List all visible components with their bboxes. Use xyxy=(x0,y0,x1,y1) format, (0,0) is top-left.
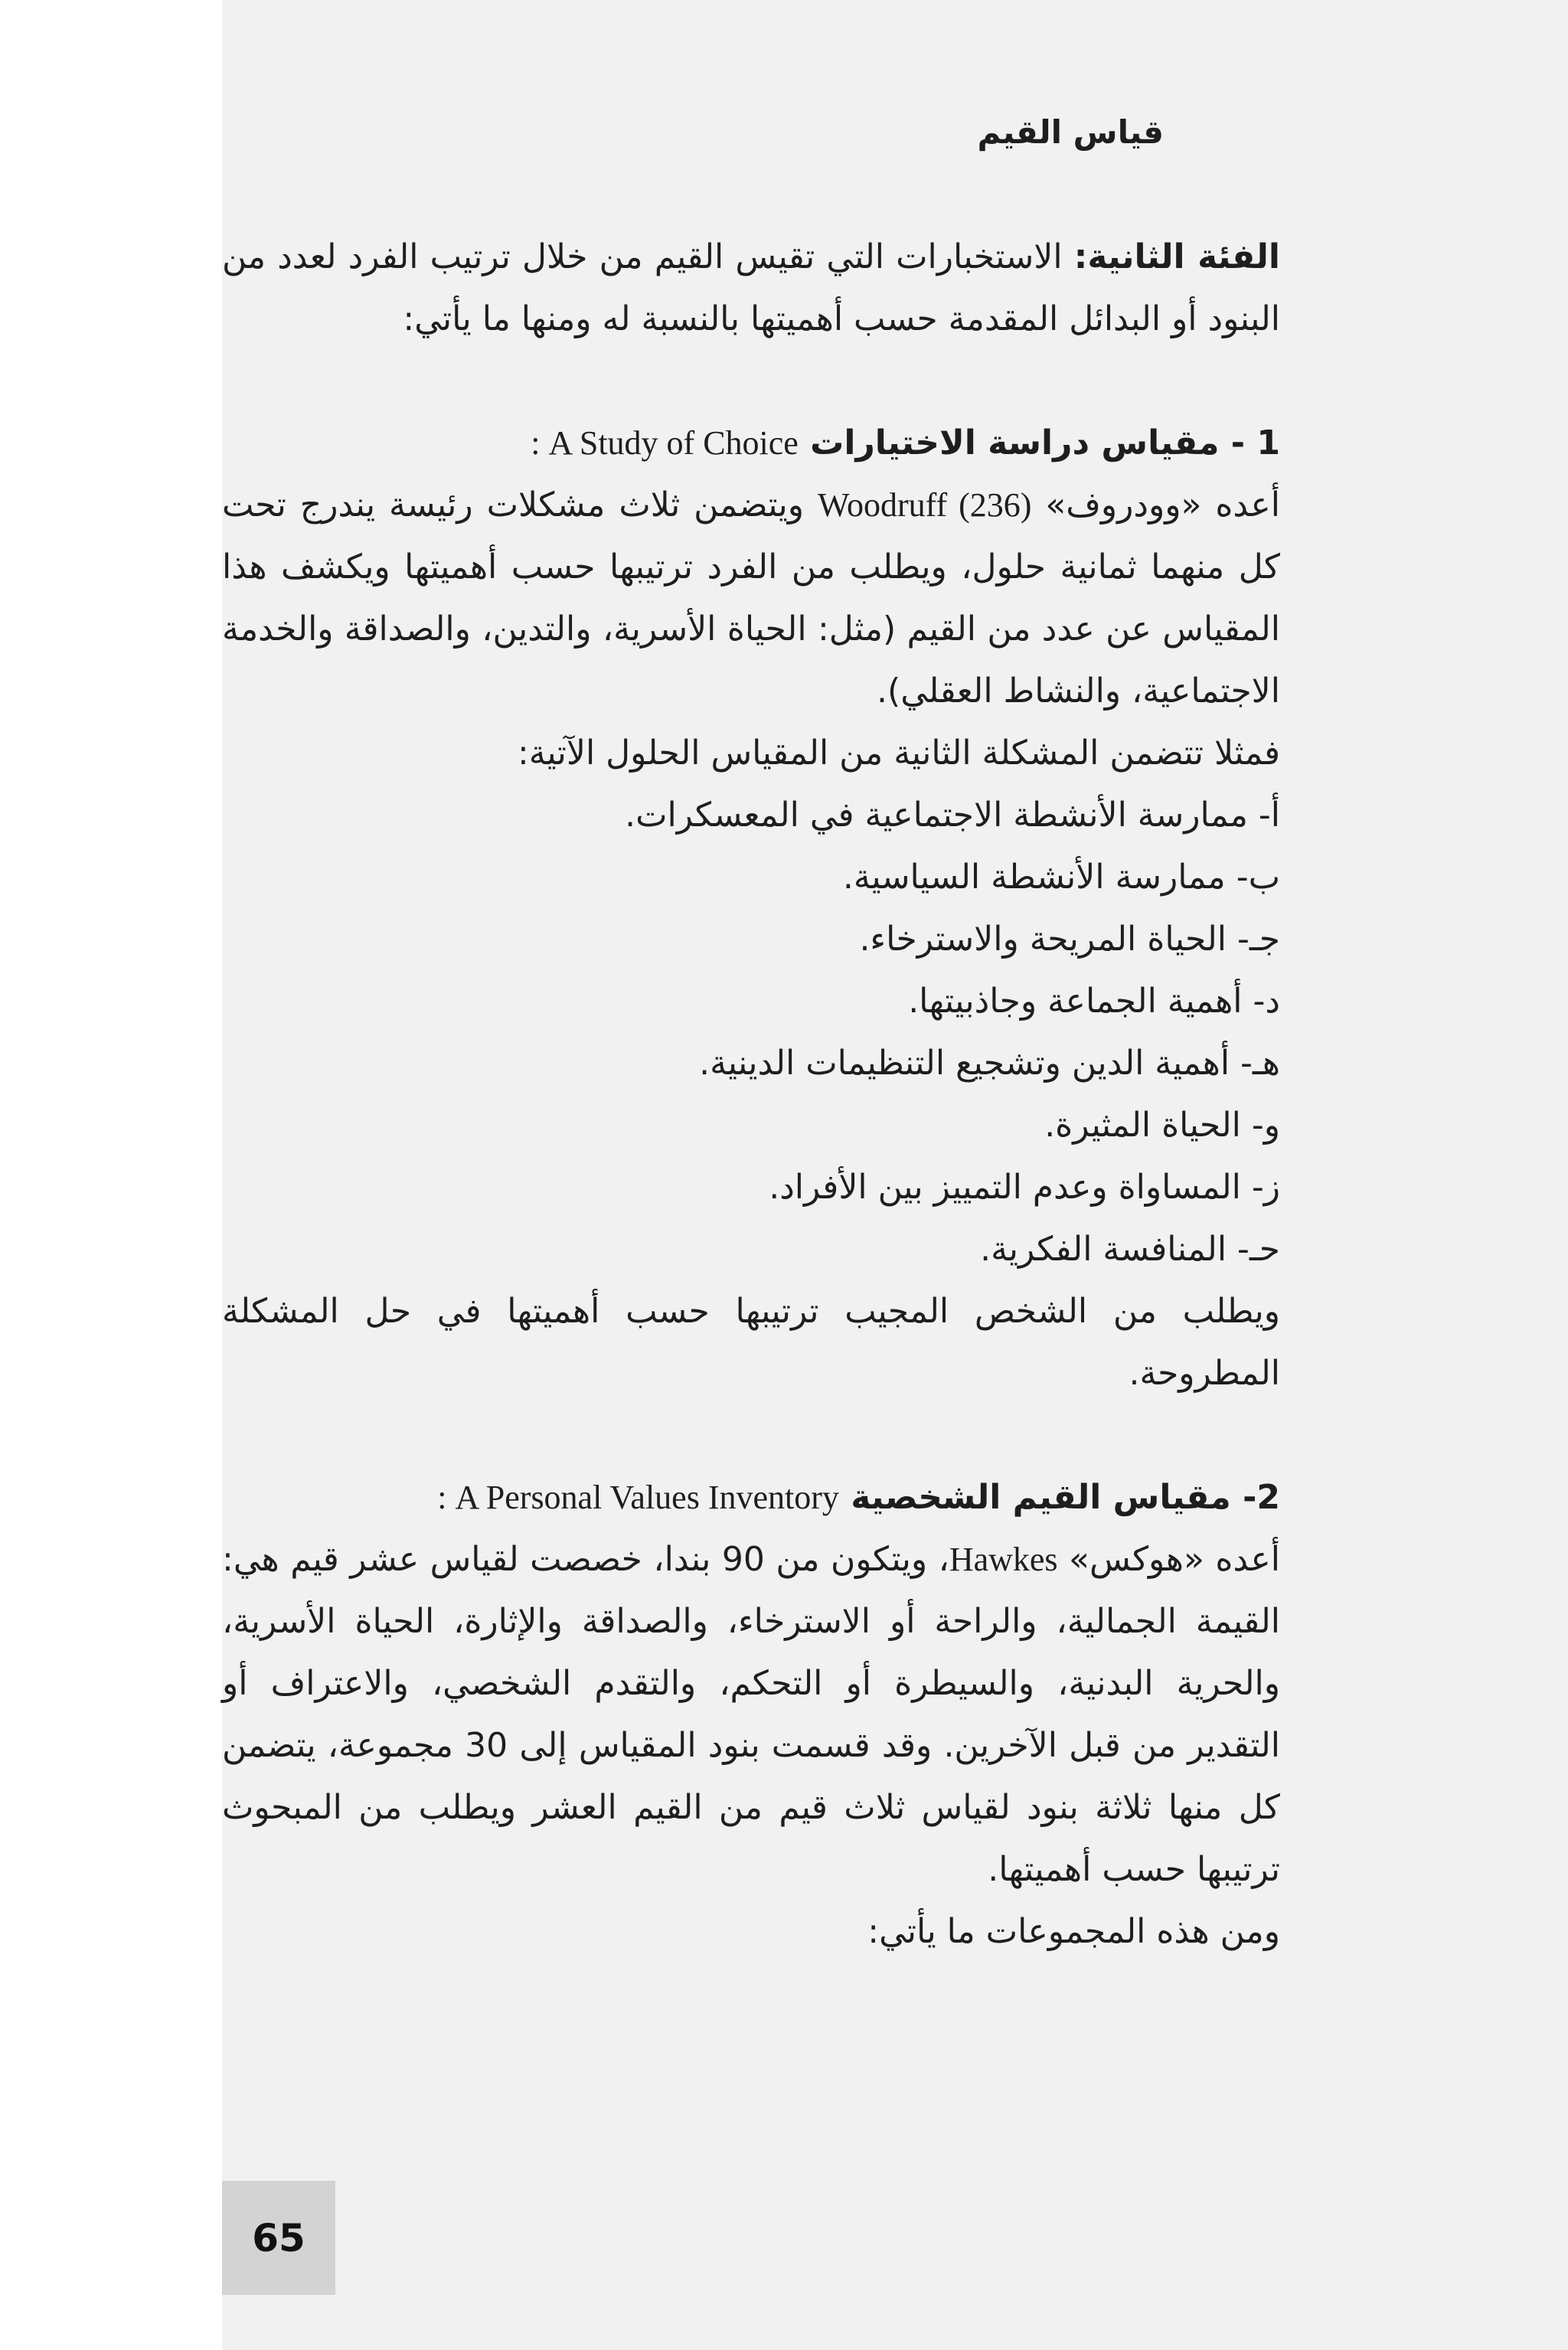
section1-para-latin: Woodruff (236) xyxy=(818,486,1032,524)
intro-paragraph xyxy=(222,226,1341,350)
list-item: ب- ممارسة الأنشطة السياسية. xyxy=(842,858,1280,897)
list-item: ز- المساواة وعدم التمييز بين الأفراد. xyxy=(769,1168,1280,1207)
page-number: 65 xyxy=(252,2215,305,2260)
intro-text: الاستخبارات التي تقيس القيم من خلال ترتيب الفرد لعدد من البنود أو البدائل المقدمة حسب أهميتها بالنسبة له ومنها ما يأتي: xyxy=(222,237,1280,338)
list-item: أ- ممارسة الأنشطة الاجتماعية في المعسكرات. xyxy=(625,796,1280,835)
section1-para-pre: أعده «وودروف» xyxy=(1031,485,1280,525)
section1-heading-colon: : xyxy=(531,424,549,462)
list-item: هـ- أهمية الدين وتشجيع التنظيمات الدينية. xyxy=(699,1044,1280,1083)
section1-example-intro: فمثلا تتضمن المشكلة الثانية من المقياس الحلول الآتية: xyxy=(517,734,1280,773)
spacer xyxy=(222,1404,1341,1466)
intro-lead: الفئة الثانية: xyxy=(1073,237,1280,276)
section2-heading xyxy=(222,1466,1341,1528)
section1-heading-en: A Study of Choice xyxy=(548,424,799,462)
section1-solutions-list xyxy=(222,784,1341,1280)
list-item: و- الحياة المثيرة. xyxy=(1044,1106,1280,1145)
section2-para-post: ، ويتكون من 90 بندا، خصصت لقياس عشر قيم هي: القيمة الجمالية، والراحة أو الاسترخاء، والصداقة والإثارة، الحياة الأسرية، والحرية البدنية، والسيطرة أو التحكم، والتقدم الشخصي، والاعتراف أو التقدير من قبل الآخرين. وقد قسمت بنود المقياس إلى 30 مجموعة، يتضمن كل منها ثلاثة بنود لقياس ثلاث قيم من القيم العشر ويطلب من المبحوث ترتيبها حسب أهميتها. xyxy=(222,1540,1280,1889)
page-body xyxy=(222,226,1341,1963)
section1-closing: ويطلب من الشخص المجيب ترتيبها حسب أهميتها في حل المشكلة المطروحة. xyxy=(222,1292,1280,1393)
section2-heading-ar: 2- مقياس القيم الشخصية xyxy=(851,1478,1280,1517)
section2-para-latin: Hawkes xyxy=(949,1541,1058,1578)
section1-paragraph xyxy=(222,474,1341,722)
section2-heading-colon: : xyxy=(437,1479,456,1516)
section2-heading-en: A Personal Values Inventory xyxy=(455,1479,839,1516)
page-margin xyxy=(0,0,222,2350)
page-number-box xyxy=(222,2181,335,2295)
list-item: حـ- المنافسة الفكرية. xyxy=(980,1230,1280,1269)
section2-example-intro: ومن هذه المجموعات ما يأتي: xyxy=(867,1912,1280,1951)
list-item: د- أهمية الجماعة وجاذبيتها. xyxy=(908,982,1280,1021)
running-header: قياس القيم xyxy=(977,113,1164,151)
section1-heading-ar: 1 - مقياس دراسة الاختيارات xyxy=(810,423,1280,462)
spacer xyxy=(222,350,1341,412)
section2-paragraph xyxy=(222,1528,1341,1901)
section1-heading xyxy=(222,412,1341,474)
section1-para-post: ويتضمن ثلاث مشكلات رئيسة يندرج تحت كل منهما ثمانية حلول، ويطلب من الفرد ترتيبها حسب أهميتها ويكشف هذا المقياس عن عدد من القيم (مثل: الحياة الأسرية، والتدين، والصداقة والخدمة الاجتماعية، والنشاط العقلي). xyxy=(222,485,1280,711)
section2-para-pre: أعده «هوكس» xyxy=(1057,1540,1280,1579)
list-item: جـ- الحياة المريحة والاسترخاء. xyxy=(859,920,1280,959)
